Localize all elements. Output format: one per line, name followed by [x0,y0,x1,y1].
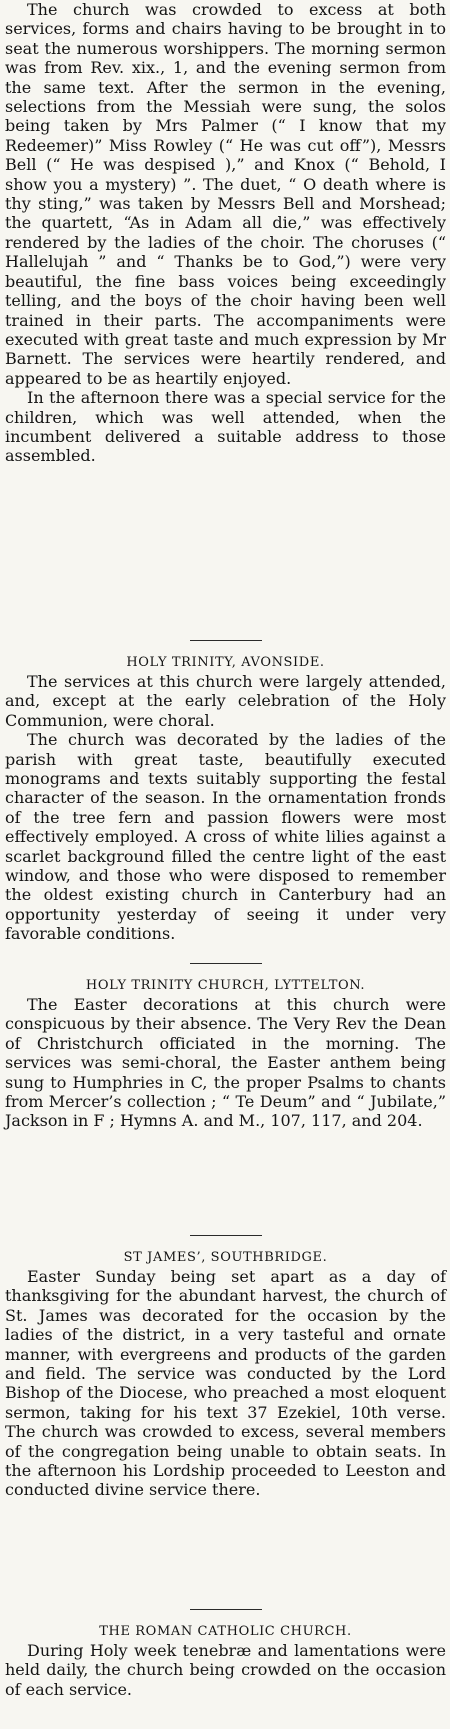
article-section-southbridge [5,1235,446,1500]
section-heading: THE ROMAN CATHOLIC CHURCH. [99,1624,352,1639]
paragraph: The services at this church were largely attended, and, except at the early celebration of the Holy Communion, were choral. [5,672,446,730]
article-section-roman-catholic [5,1609,446,1699]
section-divider [190,963,262,964]
paragraph: The church was decorated by the ladies of the parish with great taste, beautifully executed monograms and texts suitably supporting the festal character of the season. In the ornamentation fronds of the tree fern and passion flowers were most effectively employed. A cross of white lilies against a scarlet background filled the centre light of the east window, and those who were disposed to remember the oldest existing church in Canterbury had an opportunity yesterday of seeing it under very favorable conditions. [5,730,446,944]
paragraph: The church was crowded to excess at both services, forms and chairs having to be brought in to seat the numerous worshippers. The morning sermon was from Rev. xix., 1, and the evening sermon from the same text. After the sermon in the evening, selections from the Messiah were sung, the solos being taken by Mrs Palmer (“ I know that my Redeemer)” Miss Rowley (“ He was cut off”), Messrs Bell (“ He was despised ),” and Knox (“ Behold, I show you a mystery) ”. The duet, “ O death where is thy sting,” was taken by Messrs Bell and Morshead; the quartett, “As in Adam all die,” was effectively rendered by the ladies of the choir. The choruses (“ Hallelujah ” and “ Thanks be to God,”) were very beautiful, the fine bass voices being exceedingly telling, and the boys of the choir having been well trained in their parts. The accompaniments were executed with great taste and much expression by Mr Barnett. The services were heartily rendered, and appeared to be as heartily enjoyed. [5,0,446,388]
section-divider [190,640,262,641]
article-section-opening [5,0,446,466]
section-heading: HOLY TRINITY CHURCH, LYTTELTON. [85,978,366,993]
article-section-lyttelton [5,963,446,1131]
paragraph: The Easter decorations at this church were conspicuous by their absence. The Very Rev the Dean of Christchurch officiated in the morning. The services was semi-choral, the Easter anthem being sung to Humphries in C, the proper Psalms to chants from Mercer’s collection ; “ Te Deum” and “ Jubilate,” Jackson in F ; Hymns A. and M., 107, 117, and 204. [5,995,446,1131]
paragraph: During Holy week tenebræ and lamentations were held daily, the church being crowded on the occasion of each service. [5,1641,446,1699]
paragraph: Easter Sunday being set apart as a day of thanksgiving for the abundant harvest, the church of St. James was decorated for the occasion by the ladies of the district, in a very tasteful and ornate manner, with evergreens and products of the garden and field. The service was conducted by the Lord Bishop of the Diocese, who preached a most eloquent sermon, taking for his text 37 Ezekiel, 10th verse. The church was crowded to excess, several members of the congregation being unable to obtain seats. In the afternoon his Lordship proceeded to Leeston and conducted divine service there. [5,1267,446,1500]
newspaper-column [5,0,446,1729]
section-divider [190,1609,262,1610]
section-heading: ST JAMES’, SOUTHBRIDGE. [123,1250,328,1265]
section-divider [190,1235,262,1236]
paragraph: In the afternoon there was a special service for the children, which was well attended, when the incumbent delivered a suitable address to those assembled. [5,388,446,466]
article-section-avonside [5,640,446,944]
section-heading: HOLY TRINITY, AVONSIDE. [126,655,325,670]
